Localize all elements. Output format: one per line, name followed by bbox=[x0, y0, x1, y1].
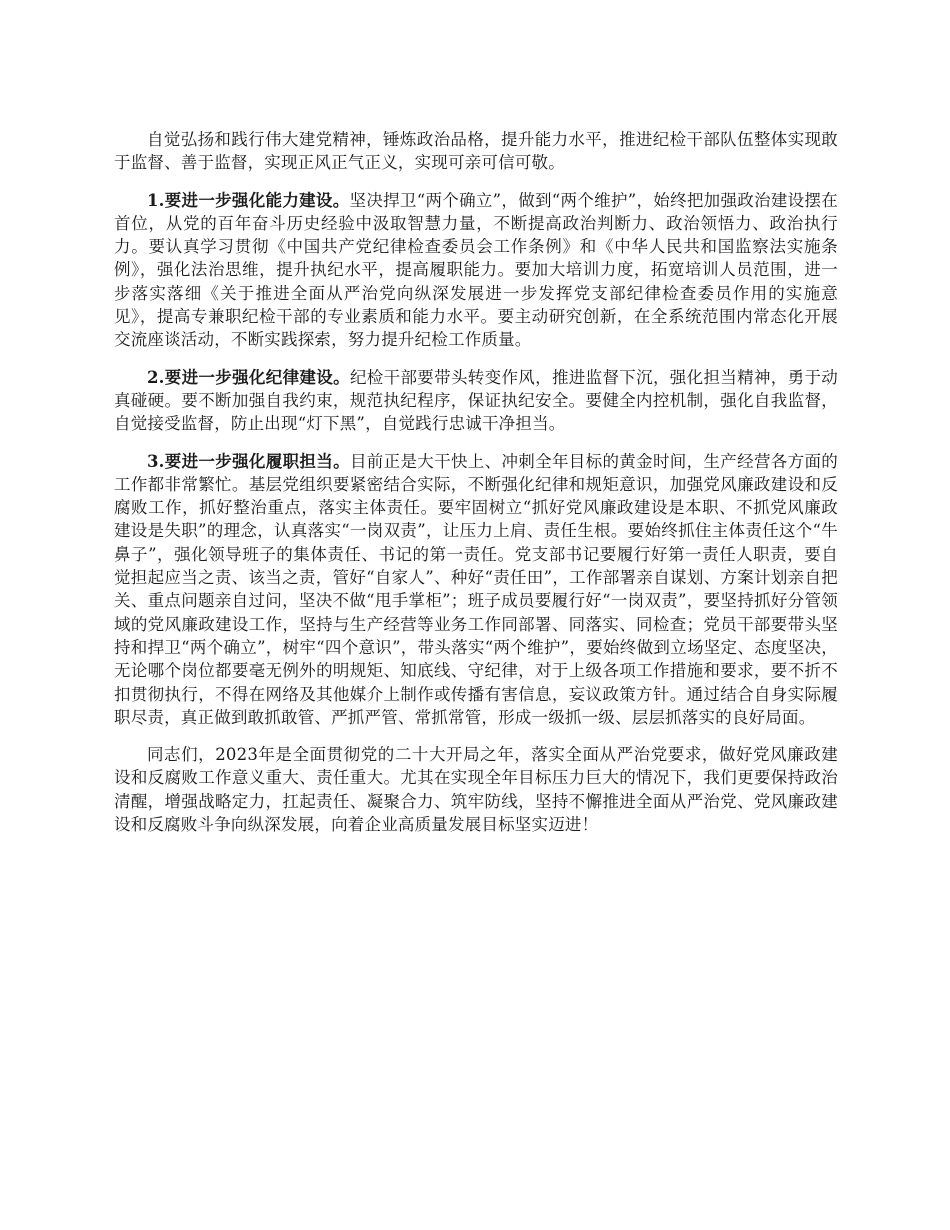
paragraph-capability bbox=[114, 189, 838, 352]
paragraph-text: 纪检干部要带头转变作风，推进监督下沉，强化担当精神，勇于动真碰硬。要不断加强自我约束，规范执纪程序，保证执纪安全。要健全内控机制，强化自我监督，自觉接受监督，防止出现“灯下黑”，自觉践行忠诚干净担当。 bbox=[114, 367, 838, 434]
paragraph-intro bbox=[114, 128, 838, 175]
paragraph-text: 坚决捍卫“两个确立”，做到“两个维护”，始终把加强政治建设摆在首位，从党的百年奋斗历史经验中汲取智慧力量，不断提高政治判断力、政治领悟力、政治执行力。要认真学习贯彻《中国共产党纪律检查委员会工作条例》和《中华人民共和国监察法实施条例》，强化法治思维，提升执纪水平，提高履职能力。要加大培训力度，拓宽培训人员范围，进一步落实落细《关于推进全面从严治党向纵深发展进一步发挥党支部纪律检查委员作用的实施意见》，提高专兼职纪检干部的专业素质和能力水平。要主动研究创新，在全系统范围内常态化开展交流座谈活动，不断实践探索，努力提升纪检工作质量。 bbox=[114, 190, 838, 350]
paragraph-discipline bbox=[114, 366, 838, 436]
paragraph-lead: 3.要进一步强化履职担当。 bbox=[147, 451, 350, 471]
paragraph-lead: 1.要进一步强化能力建设。 bbox=[147, 190, 350, 210]
paragraph-duty bbox=[114, 450, 838, 730]
paragraph-lead: 2.要进一步强化纪律建设。 bbox=[147, 367, 350, 387]
document-body bbox=[114, 128, 838, 836]
paragraph-text: 自觉弘扬和践行伟大建党精神，锤炼政治品格，提升能力水平，推进纪检干部队伍整体实现敢于监督、善于监督，实现正风正气正义，实现可亲可信可敬。 bbox=[114, 130, 838, 173]
paragraph-conclusion bbox=[114, 743, 838, 836]
paragraph-text: 目前正是大干快上、冲刺全年目标的黄金时间，生产经营各方面的工作都非常繁忙。基层党组织要紧密结合实际，不断强化纪律和规矩意识，加强党风廉政建设和反腐败工作，抓好整治重点，落实主体责任。要牢固树立“抓好党风廉政建设是本职、不抓党风廉政建设是失职”的理念，认真落实“一岗双责”，让压力上肩、责任生根。要始终抓住主体责任这个“牛鼻子”，强化领导班子的集体责任、书记的第一责任。党支部书记要履行好第一责任人职责，要自觉担起应当之责、该当之责，管好“自家人”、种好“责任田”，工作部署亲自谋划、方案计划亲自把关、重点问题亲自过问，坚决不做“甩手掌柜”；班子成员要履行好“一岗双责”，要坚持抓好分管领域的党风廉政建设工作，坚持与生产经营等业务工作同部署、同落实、同检查；党员干部要带头坚持和捍卫“两个确立”，树牢“四个意识”，带头落实“两个维护”，要始终做到立场坚定、态度坚决，无论哪个岗位都要毫无例外的明规矩、知底线、守纪律，对于上级各项工作措施和要求，要不折不扣贯彻执行，不得在网络及其他媒介上制作或传播有害信息，妄议政策方针。通过结合自身实际履职尽责，真正做到敢抓敢管、严抓严管、常抓常管，形成一级抓一级、层层抓落实的良好局面。 bbox=[114, 451, 838, 727]
paragraph-text: 同志们，2023年是全面贯彻党的二十大开局之年，落实全面从严治党要求，做好党风廉政建设和反腐败工作意义重大、责任重大。尤其在实现全年目标压力巨大的情况下，我们更要保持政治清醒，增强战略定力，扛起责任、凝聚合力、筑牢防线，坚持不懈推进全面从严治党、党风廉政建设和反腐败斗争向纵深发展，向着企业高质量发展目标坚实迈进！ bbox=[114, 745, 838, 835]
